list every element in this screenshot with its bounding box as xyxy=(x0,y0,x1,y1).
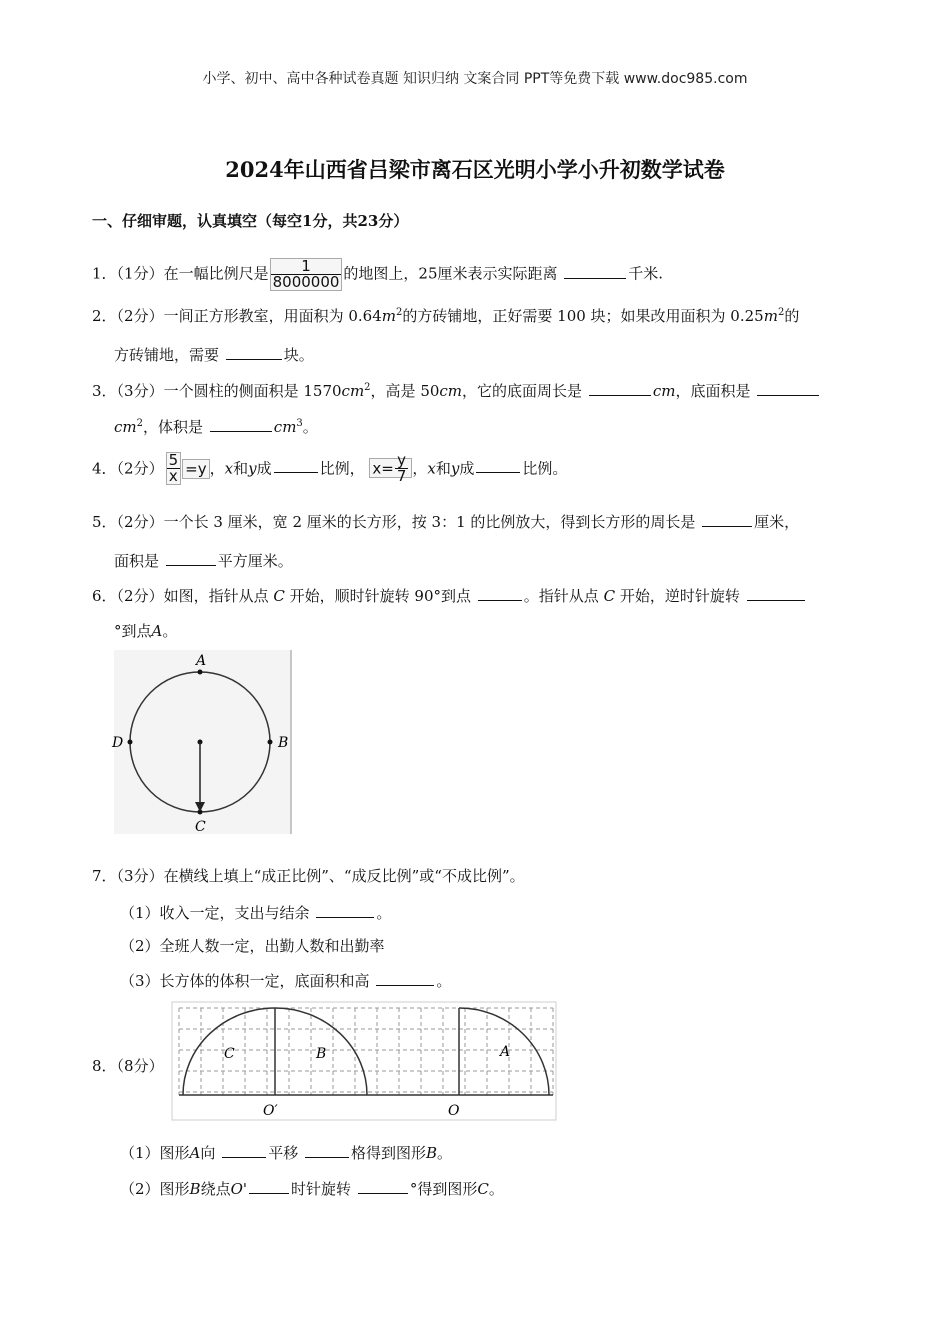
label-c: C xyxy=(195,819,206,834)
answer-blank[interactable] xyxy=(589,380,651,396)
point-a xyxy=(198,670,203,675)
label-d: D xyxy=(112,735,124,751)
question-8-part-1: （1）图形A向 平移 格得到图形B。 xyxy=(120,1144,453,1162)
answer-blank[interactable] xyxy=(274,457,318,473)
answer-blank[interactable] xyxy=(358,1178,408,1194)
answer-blank[interactable] xyxy=(564,263,626,279)
question-6-cont: °到点A。 xyxy=(114,622,178,640)
question-7-part-1: （1）收入一定，支出与结余 。 xyxy=(120,904,392,922)
question-2: 2．（2分）一间正方形教室，用面积为 $0.64m^2$的方砖铺地，正好需要 100 块；如果改用面积为 $0.25m^2$的 xyxy=(92,307,800,325)
dial-figure xyxy=(108,650,298,834)
answer-blank[interactable] xyxy=(226,344,282,360)
point-d xyxy=(128,740,133,745)
question-5: 5．（2分）一个长 3 厘米，宽 2 厘米的长方形，按 3：1 的比例放大，得到长方形的周长是 厘米， xyxy=(92,513,800,531)
answer-blank[interactable] xyxy=(305,1142,349,1158)
answer-blank[interactable] xyxy=(210,416,272,432)
scale-fraction: $\frac{1}{8000000}$ xyxy=(270,258,343,291)
question-1: 1．（1分）在一幅比例尺是 $\frac{1}{8000000}$ 的地图上，25厘米表示实际距离 千米. xyxy=(92,257,664,291)
answer-blank[interactable] xyxy=(476,457,520,473)
answer-blank[interactable] xyxy=(316,902,374,918)
label-c: C xyxy=(224,1046,235,1062)
label-o-prime: O′ xyxy=(263,1103,278,1119)
equation-1: $\frac{5}{x}$ xyxy=(166,452,182,485)
answer-blank[interactable] xyxy=(249,1178,289,1194)
label-o: O xyxy=(448,1103,460,1119)
question-3-cont: $cm^2$，体积是 $cm^3$。 xyxy=(114,418,318,436)
label-b: B xyxy=(316,1046,327,1062)
question-2-cont: 方砖铺地，需要 块。 xyxy=(114,346,314,364)
point-b xyxy=(268,740,273,745)
answer-blank[interactable] xyxy=(222,1142,266,1158)
label-a: A xyxy=(500,1044,511,1060)
figure-background xyxy=(114,650,292,834)
equation-2: x= $\frac{y}{7}$ xyxy=(369,458,412,478)
answer-blank[interactable] xyxy=(376,970,434,986)
grid-figure xyxy=(170,1000,560,1122)
label-a: A xyxy=(196,653,207,669)
question-8: 8．（8分） xyxy=(92,1057,164,1075)
label-b: B xyxy=(278,735,289,751)
question-7-part-3: （3）长方体的体积一定，底面积和高 。 xyxy=(120,972,452,990)
exam-title: 2024年山西省吕梁市离石区光明小学小升初数学试卷 xyxy=(225,157,725,182)
answer-blank[interactable] xyxy=(702,511,752,527)
question-8-part-2: （2）图形B绕点O' 时针旋转 °得到图形C。 xyxy=(120,1180,504,1198)
answer-blank[interactable] xyxy=(747,585,805,601)
answer-blank[interactable] xyxy=(757,380,819,396)
section-heading: 一、仔细审题，认真填空（每空1分，共23分） xyxy=(92,212,409,230)
question-5-cont: 面积是 平方厘米。 xyxy=(114,552,293,570)
page-header: 小学、初中、高中各种试卷真题 知识归纳 文案合同 PPT等免费下载 www.doc985.com xyxy=(202,71,748,87)
question-7-part-2: （2）全班人数一定，出勤人数和出勤率 xyxy=(120,937,385,955)
question-6: 6．（2分）如图，指针从点 C 开始，顺时针旋转 90°到点 。指针从点 C 开始，逆时针旋转 xyxy=(92,585,807,606)
question-3: 3．（3分）一个圆柱的侧面积是 $1570cm^2$，高是 50cm，它的底面周长是 cm，底面积是 xyxy=(92,380,821,401)
answer-blank[interactable] xyxy=(478,585,522,601)
question-4: 4．（2分） $\frac{5}{x}$ =y ，x和y成 比例， x= $\frac{y}{7}$ ，x和y成 比例。 xyxy=(92,451,568,485)
answer-blank[interactable] xyxy=(166,550,216,566)
question-7: 7．（3分）在横线上填上“成正比例”、“成反比例”或“不成比例”。 xyxy=(92,867,525,885)
